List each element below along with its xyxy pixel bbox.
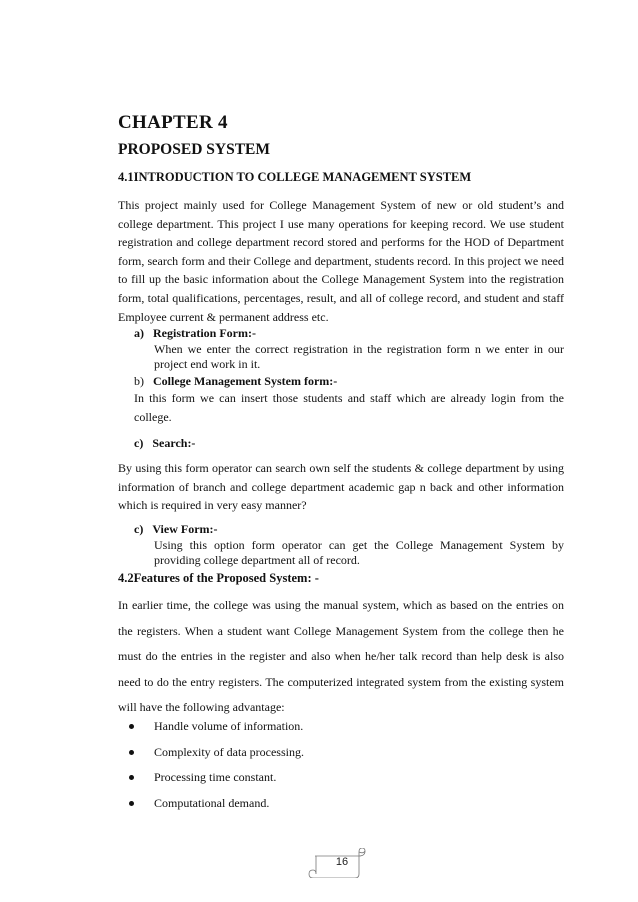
list-item: Complexity of data processing. [118,745,564,771]
item-a [134,326,256,341]
intro-paragraph: This project mainly used for College Management System of new or old student’s and college department. This project I use many operations for keeping record. We use student registration and college department record stored and performs for the HOD of Department form, search form and their College and department, students record. In this project we need to fill up the basic information about the College Management System into the registration form, total qualifications, percentages, result, and all of college record, and student and staff Employee current & permanent address etc. [118,198,564,324]
item-d [134,522,218,537]
item-d-marker: c) [134,522,144,536]
page-number: 16 [335,856,349,868]
search-paragraph: By using this form operator can search own self the students & college department by using information of branch and college department academic gap n back and other information which is required in very easy manner? [118,461,564,513]
chapter-heading: CHAPTER 4 [118,112,228,133]
item-d-text: Using this option form operator can get the College Management System by providing college department all of record. [154,538,564,567]
list-item: Processing time constant. [118,770,564,796]
section-heading-intro: 4.1INTRODUCTION TO COLLEGE MANAGEMENT SYSTEM [118,170,472,184]
item-b-label: College Management System form:- [153,374,338,388]
advantage-list [118,719,564,821]
item-c-marker: c) [134,436,144,450]
list-item: Handle volume of information. [118,719,564,745]
item-a-text: When we enter the correct registration in the registration form n we enter in our project end work in it. [154,342,564,371]
item-b [134,374,337,389]
features-paragraph: In earlier time, the college was using the manual system, which as based on the entries on the registers. When a student want College Management System from the college then he must do the entries in the register and also when he/her talk record than help desk is also need to do the entry registers. The computerized integrated system from the existing system will have the following advantage: [118,598,564,714]
chapter-title: PROPOSED SYSTEM [118,141,271,158]
item-c [134,436,195,451]
bullet-icon [129,724,134,729]
bullet-icon [129,801,134,806]
item-a-marker: a) [134,326,144,340]
item-b-text: In this form we can insert those students and staff which are already login from the college. [134,391,564,424]
item-c-label: Search:- [152,436,196,450]
list-item: Computational demand. [118,796,564,822]
section-heading-features: 4.2Features of the Proposed System: - [118,571,319,585]
item-b-marker: b) [134,374,144,388]
bullet-icon [129,775,134,780]
item-d-label: View Form:- [152,522,218,536]
item-a-label: Registration Form:- [153,326,256,340]
bullet-icon [129,750,134,755]
